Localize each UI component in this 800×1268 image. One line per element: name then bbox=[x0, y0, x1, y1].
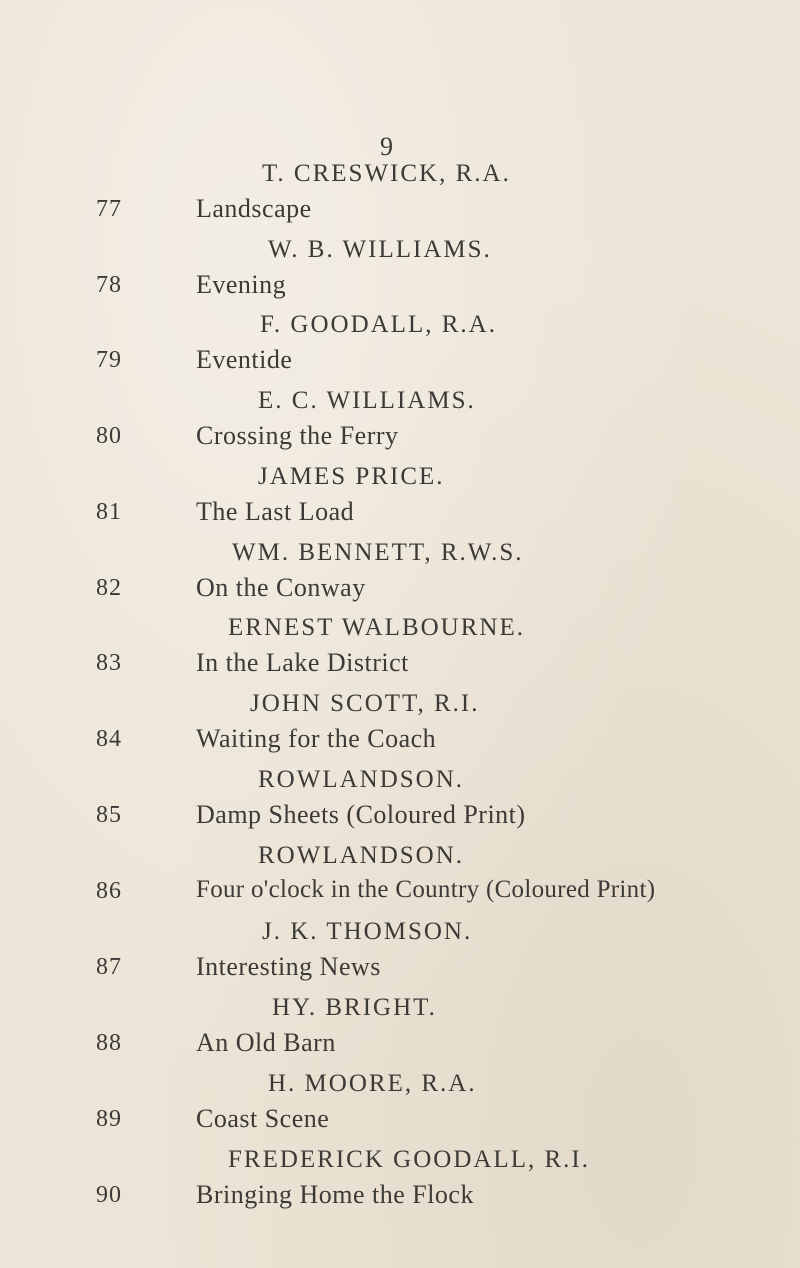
lot-number: 86 bbox=[96, 878, 122, 904]
work-title: Crossing the Ferry bbox=[196, 421, 399, 450]
catalogue-entry bbox=[0, 766, 800, 846]
artist-name: H. MOORE, R.A. bbox=[268, 1070, 477, 1097]
work-title: Eventide bbox=[196, 345, 293, 374]
artist-name: W. B. WILLIAMS. bbox=[268, 236, 492, 263]
work-title: Damp Sheets (Coloured Print) bbox=[196, 800, 526, 829]
lot-number: 85 bbox=[96, 802, 122, 828]
work-title: Waiting for the Coach bbox=[196, 724, 437, 753]
artist-name: HY. BRIGHT. bbox=[272, 994, 437, 1021]
work-title: An Old Barn bbox=[196, 1028, 336, 1057]
artist-name: FREDERICK GOODALL, R.I. bbox=[228, 1146, 590, 1173]
work-title: Four o'clock in the Country (Coloured Print) bbox=[196, 876, 656, 903]
work-title: On the Conway bbox=[196, 573, 366, 602]
catalogue-entry bbox=[0, 842, 800, 922]
catalogue-entry bbox=[0, 387, 800, 467]
lot-number: 78 bbox=[96, 272, 122, 298]
catalogue-entry bbox=[0, 1146, 800, 1226]
artist-name: T. CRESWICK, R.A. bbox=[262, 160, 511, 187]
lot-number: 81 bbox=[96, 499, 122, 525]
artist-name: F. GOODALL, R.A. bbox=[260, 311, 497, 338]
artist-name: ERNEST WALBOURNE. bbox=[228, 614, 525, 641]
artist-name: WM. BENNETT, R.W.S. bbox=[232, 539, 524, 566]
lot-number: 82 bbox=[96, 575, 122, 601]
catalogue-entry bbox=[0, 690, 800, 770]
catalogue-entry bbox=[0, 236, 800, 316]
lot-number: 79 bbox=[96, 347, 122, 373]
catalogue-entry bbox=[0, 463, 800, 543]
lot-number: 80 bbox=[96, 423, 122, 449]
lot-number: 83 bbox=[96, 650, 122, 676]
catalogue-entry bbox=[0, 311, 800, 391]
artist-name: JOHN SCOTT, R.I. bbox=[250, 690, 480, 717]
lot-number: 87 bbox=[96, 954, 122, 980]
artist-name: JAMES PRICE. bbox=[258, 463, 445, 490]
artist-name: ROWLANDSON. bbox=[258, 842, 465, 869]
catalogue-entry bbox=[0, 918, 800, 998]
artist-name: J. K. THOMSON. bbox=[262, 918, 473, 945]
catalogue-entry bbox=[0, 994, 800, 1074]
page-number: 9 bbox=[380, 132, 394, 161]
work-title: Coast Scene bbox=[196, 1104, 330, 1133]
catalogue-entry bbox=[0, 1070, 800, 1150]
work-title: Interesting News bbox=[196, 952, 381, 981]
work-title: Bringing Home the Flock bbox=[196, 1180, 474, 1209]
work-title: The Last Load bbox=[196, 497, 355, 526]
catalogue-entry bbox=[0, 160, 800, 240]
artist-name: E. C. WILLIAMS. bbox=[258, 387, 476, 414]
lot-number: 90 bbox=[96, 1182, 122, 1208]
lot-number: 89 bbox=[96, 1106, 122, 1132]
lot-number: 88 bbox=[96, 1030, 122, 1056]
catalogue-entry bbox=[0, 614, 800, 694]
lot-number: 77 bbox=[96, 196, 122, 222]
work-title: Landscape bbox=[196, 194, 312, 223]
lot-number: 84 bbox=[96, 726, 122, 752]
work-title: In the Lake District bbox=[196, 648, 409, 677]
work-title: Evening bbox=[196, 270, 287, 299]
artist-name: ROWLANDSON. bbox=[258, 766, 465, 793]
catalogue-entry bbox=[0, 539, 800, 619]
